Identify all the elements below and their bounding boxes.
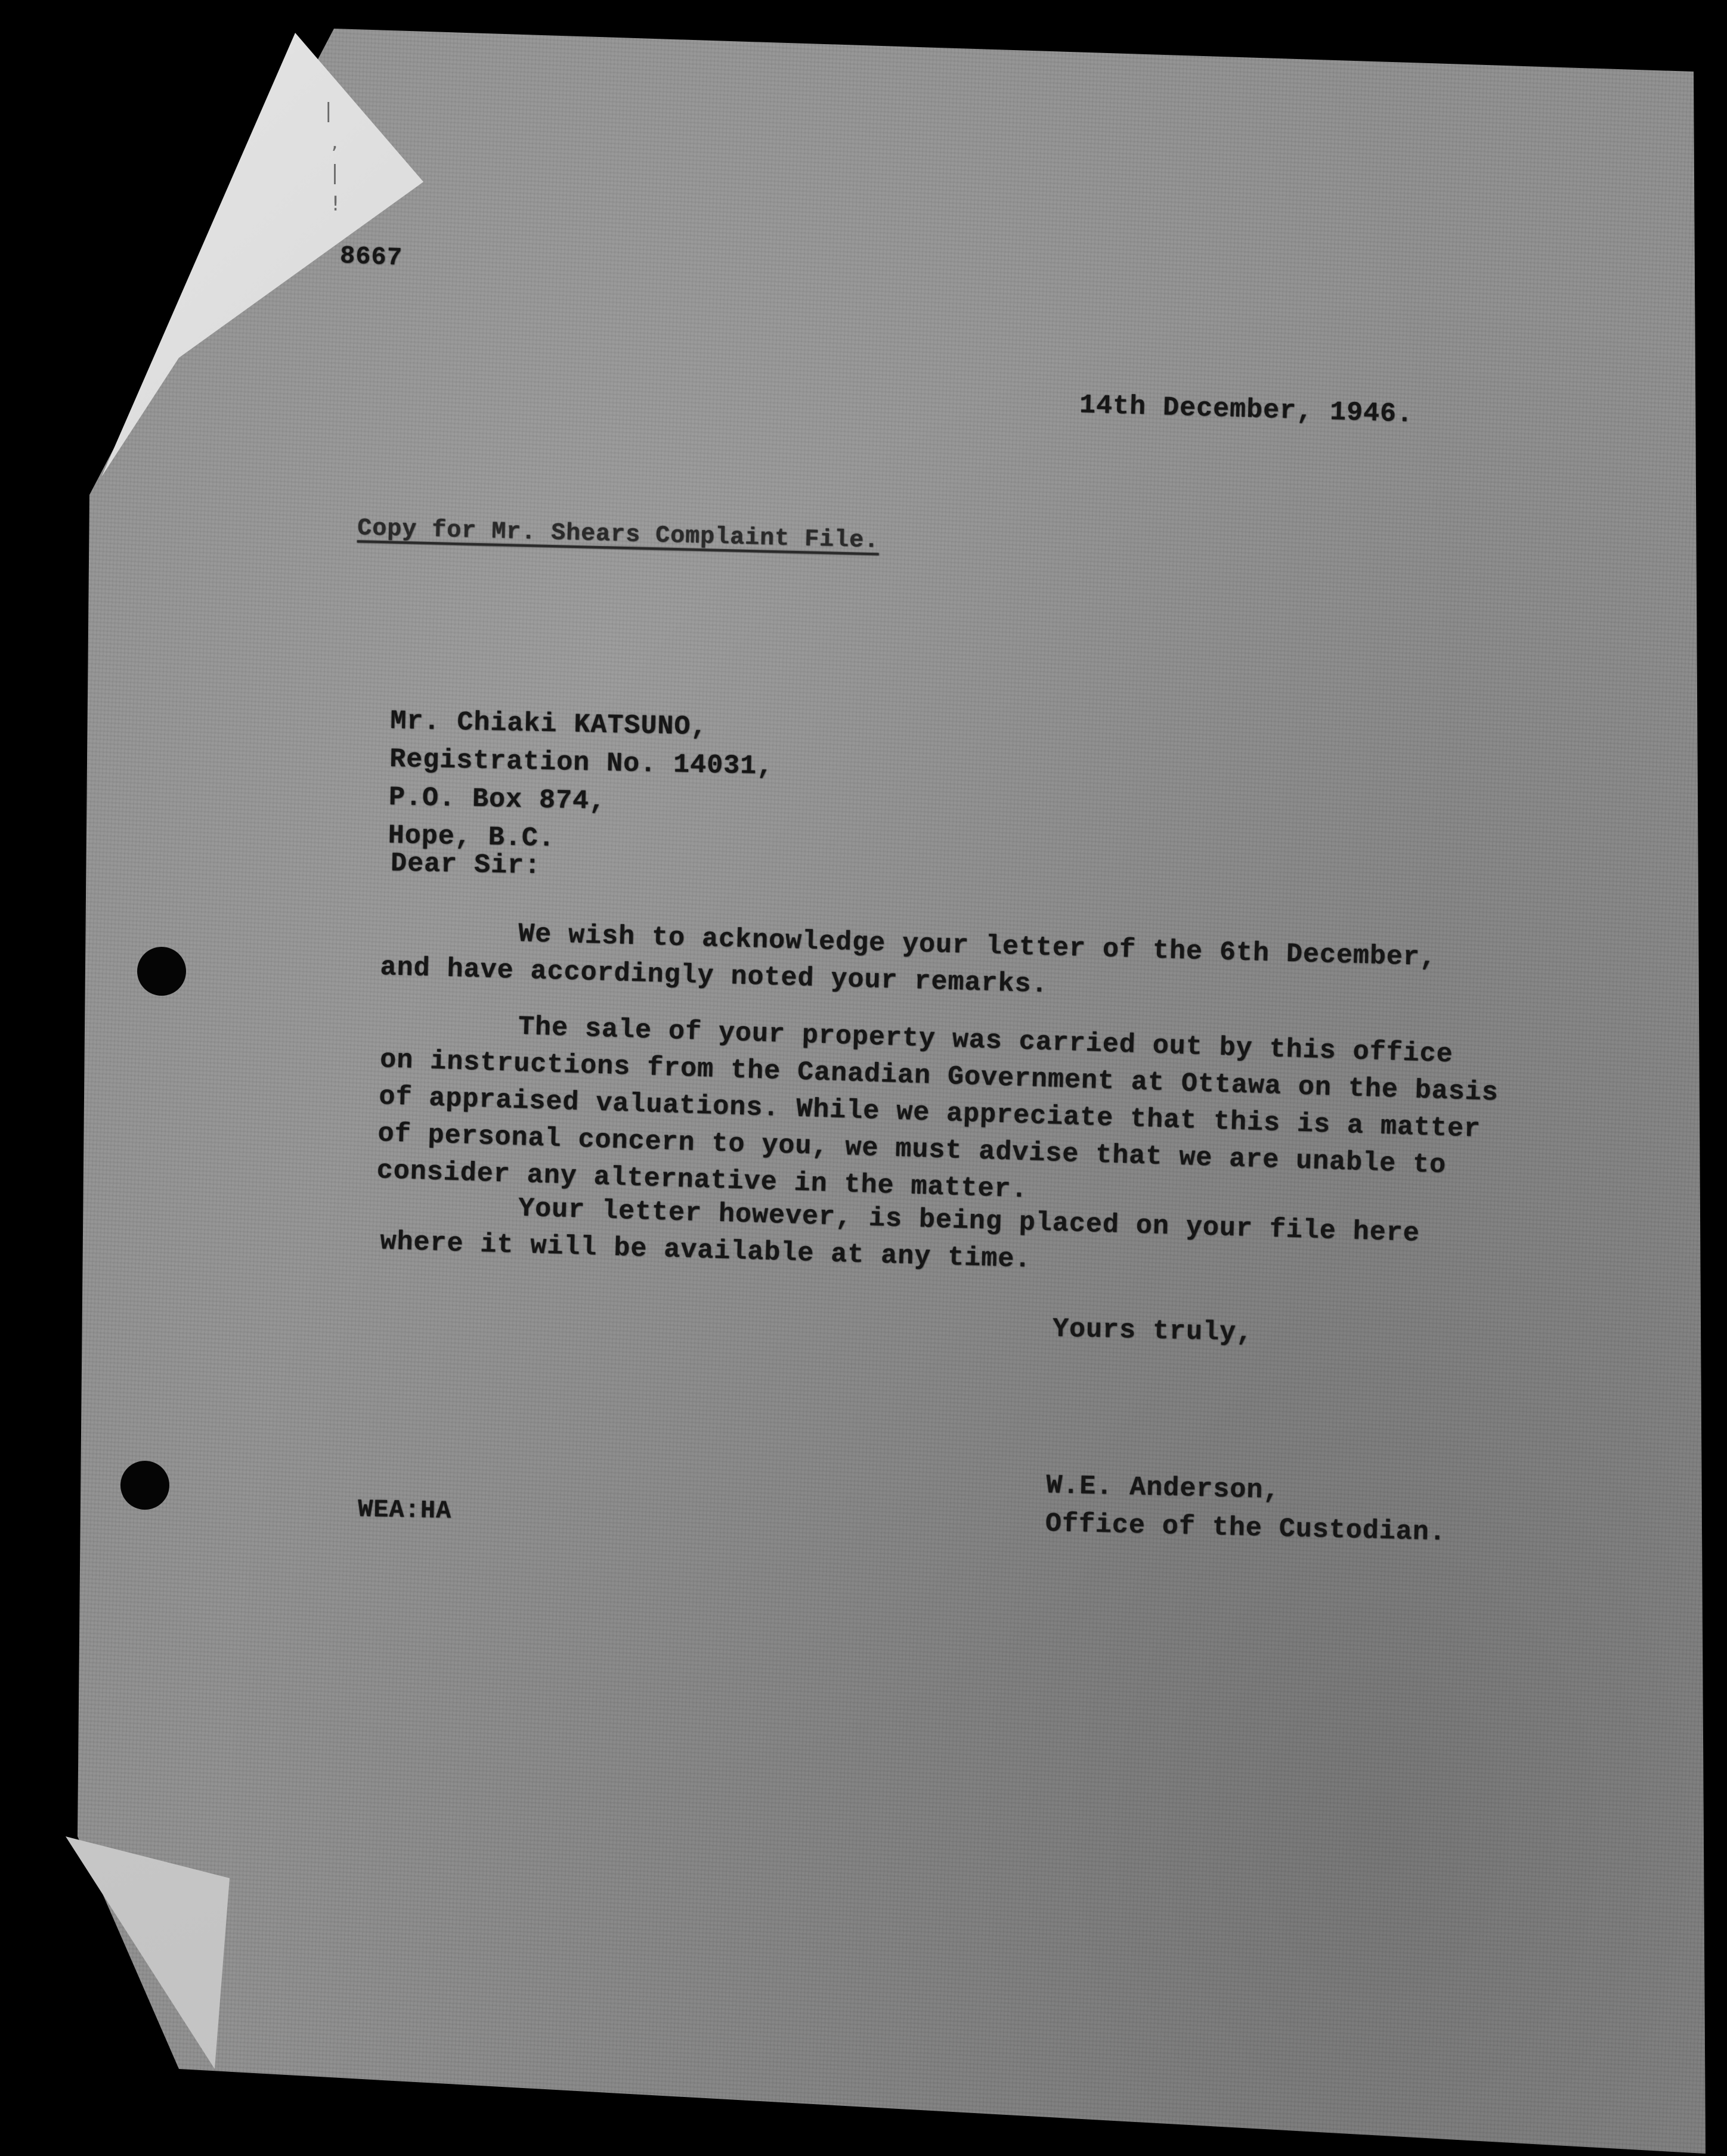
paragraph-text: The sale of your property was carried out by this office on instructions from the Canadian Government at Ottawa on the basis of appraised valuations. While we appreciate that this is a matter of personal concern to you, we must advise that we are unable to consider any alternative in the matter.	[376, 1011, 1499, 1206]
closing: Yours truly,	[1052, 1314, 1254, 1349]
file-number: 8667	[339, 241, 403, 272]
punch-hole-lower	[120, 1461, 169, 1510]
signature-block	[1045, 1467, 1447, 1552]
paragraph-text: We wish to acknowledge your letter of the 6th December, and have accordingly noted your remarks.	[379, 919, 1437, 1000]
reference-initials: WEA:HA	[357, 1495, 452, 1526]
recipient-box: P.O. Box 874,	[388, 782, 606, 817]
pencil-marks: | , | !	[325, 99, 340, 216]
recipient-address	[388, 702, 775, 862]
recipient-registration: Registration No. 14031,	[389, 744, 774, 782]
signatory-name: W.E. Anderson,	[1045, 1470, 1280, 1506]
paragraph-text: Your letter however, is being placed on your file here where it will be available at any time.	[379, 1193, 1420, 1275]
body-paragraph	[376, 1005, 1502, 1223]
punch-hole-upper	[137, 947, 186, 996]
copy-note: Copy for Mr. Shears Complaint File.	[357, 515, 880, 555]
signatory-title: Office of the Custodian.	[1045, 1508, 1447, 1548]
letter-date: 14th December, 1946.	[1079, 390, 1414, 430]
salutation: Dear Sir:	[390, 848, 541, 882]
recipient-city: Hope, B.C.	[388, 820, 556, 854]
recipient-name: Mr. Chiaki KATSUNO,	[389, 705, 708, 743]
